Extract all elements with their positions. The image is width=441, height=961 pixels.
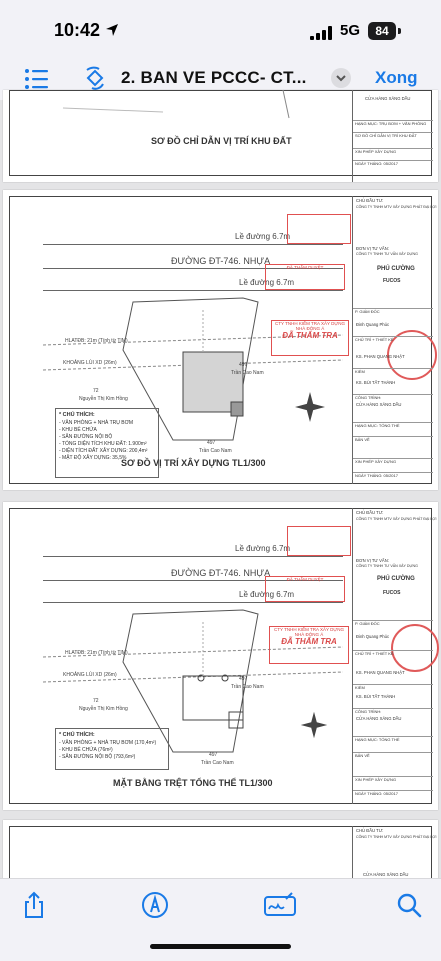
sheet-1-sketch: [43, 90, 293, 130]
tb4-project: CỬA HÀNG XĂNG DẦU: [363, 872, 409, 877]
lot-right-owner: Trần Cao Nam: [231, 684, 264, 690]
lot-left-owner: Nguyễn Thị Kim Hồng: [79, 706, 128, 712]
lot-right-no: 497: [239, 362, 248, 368]
sheet-3-caption: MẶT BẰNG TRỆT TỔNG THỂ TL1/300: [113, 778, 273, 788]
legend-item: - KHU BỂ CHỨA: [59, 427, 97, 433]
tb1-permit: XIN PHÉP XÂY DỰNG: [353, 148, 433, 154]
legend-title: * CHÚ THÍCH:: [59, 412, 95, 418]
inspection-stamp: [269, 626, 349, 664]
north-arrow-icon: [293, 390, 327, 424]
tb-director-name: Đinh Quang Phúc: [356, 634, 390, 639]
legend-title: * CHÚ THÍCH:: [59, 732, 95, 738]
tb-project-name: CỬA HÀNG XĂNG DẦU: [356, 716, 402, 721]
tb-item: HẠNG MỤC: TỔNG THỂ: [353, 422, 433, 428]
location-arrow-icon: [104, 22, 120, 38]
tb-director-name: Đinh Quang Phúc: [356, 322, 390, 327]
tb1-item: HẠNG MỤC: TRỤ BƠM + VĂN PHÒNG: [353, 120, 433, 126]
tb-owner: CÔNG TY TNHH MTV XÂY DỰNG PHÁT ĐẠI LỢI: [356, 205, 437, 209]
rotate-markup-icon[interactable]: [82, 66, 108, 92]
tb-drawing: BẢN VẼ: [353, 436, 433, 442]
signature-icon[interactable]: [264, 891, 296, 919]
lot-bottom-no: 497: [209, 752, 218, 758]
road-mid-label: Lề đường 6.7m: [239, 590, 295, 599]
battery-tip: [398, 28, 401, 34]
tb-check: KIỂM: [353, 368, 433, 374]
lot-left-owner: Nguyễn Thị Kim Hồng: [79, 396, 128, 402]
list-icon[interactable]: [24, 68, 48, 90]
lot-right-owner: Trần Cao Nam: [231, 370, 264, 376]
road-top-label: Lề đường 6.7m: [235, 232, 291, 241]
lot-left-no: 72: [93, 388, 99, 394]
stamp-c-text: CTY TNHH KIỂM TRA XÂY DỰNG NHÀ ĐÔNG Á: [273, 627, 345, 637]
tb-brand: PHÚ CƯỜNG: [377, 576, 415, 582]
approval-stamp-box: [265, 264, 345, 290]
tb-logo: FUCOS: [383, 278, 401, 284]
tb-consult: CÔNG TY TNHH TƯ VẤN XÂY DỰNG: [356, 252, 418, 256]
lot-right-no: 497: [239, 676, 248, 682]
approval-stamp: [287, 214, 351, 244]
approval-stamp-box: [265, 576, 345, 602]
stamp-b-text: ĐÃ THẨM DUYỆT: [286, 265, 324, 270]
tb1-drawing: SƠ ĐỒ CHỈ DẪN VỊ TRÍ KHU ĐẤT: [353, 132, 433, 138]
road-edge-line: [43, 556, 343, 557]
legend-item: - SÂN ĐƯỜNG NỘI BỘ: [59, 434, 113, 440]
battery-icon: [368, 22, 396, 40]
khoang-lui-label: KHOẢNG LÙI XD (26m): [63, 360, 117, 366]
title-block-1: [352, 90, 433, 182]
legend-item: - MẬT ĐỘ XÂY DỰNG: 35,5%: [59, 455, 127, 461]
stamp-c-text: CTY TNHH KIỂM TRA XÂY DỰNG NHÀ ĐÔNG Á: [274, 321, 346, 331]
khoang-lui-label: KHOẢNG LÙI XD (26m): [63, 672, 117, 678]
pdf-viewer[interactable]: [0, 96, 441, 878]
search-icon[interactable]: [395, 891, 423, 919]
home-indicator[interactable]: [150, 944, 291, 949]
lot-left-no: 72: [93, 698, 99, 704]
tb-check-name: KS. BÙI TẤT THÀNH: [356, 380, 396, 385]
tb-check: KIỂM: [353, 684, 433, 690]
tb-check-name: KS. BÙI TẤT THÀNH: [356, 694, 396, 699]
tb-permit: XIN PHÉP XÂY DỰNG: [353, 458, 433, 464]
pdf-page-1: [3, 90, 438, 182]
document-title[interactable]: 2. BAN VE PCCC- CT...: [121, 68, 307, 87]
tb-consult-label: ĐƠN VỊ TƯ VẤN:: [356, 246, 389, 251]
tb-brand: PHÚ CƯỜNG: [377, 266, 415, 272]
stamp-a-text: ĐÃ THẨM TRA: [281, 637, 337, 646]
tb-drawing: BẢN VẼ: [353, 752, 433, 758]
legend-item: - DIỆN TÍCH ĐẤT XÂY DỰNG: 200,4m²: [59, 448, 148, 454]
network-type: 5G: [340, 22, 361, 39]
lot-bottom-owner: Trần Cao Nam: [201, 760, 234, 766]
hlatdb-label: HLATĐB: 21m (Tính từ TIM): [65, 338, 128, 344]
clock: 10:42: [54, 20, 101, 40]
share-icon[interactable]: [20, 891, 48, 919]
stamp-b-text: ĐÃ THẨM DUYỆT: [286, 577, 324, 582]
tb-chutri-name: KS. PHAN QUANG NHẬT: [356, 670, 405, 675]
tb-consult: CÔNG TY TNHH TƯ VẤN XÂY DỰNG: [356, 564, 418, 568]
legend-item: - VĂN PHÒNG + NHÀ TRỤ BƠM: [59, 420, 134, 426]
battery-level: 84: [375, 24, 389, 38]
tb-director: P. GIÁM ĐỐC: [353, 620, 433, 626]
north-arrow-icon: [299, 710, 329, 740]
sheet-2-caption: SƠ ĐỒ VỊ TRÍ XÂY DỰNG TL1/300: [121, 458, 266, 468]
stamp-a-text: ĐÃ THẨM TRA: [282, 331, 338, 340]
lot-bottom-no: 497: [207, 440, 216, 446]
tb-owner: CÔNG TY TNHH MTV XÂY DỰNG PHÁT ĐẠI LỢI: [356, 517, 437, 521]
tb-permit: XIN PHÉP XÂY DỰNG: [353, 776, 433, 782]
road-mid-label: Lề đường 6.7m: [239, 278, 295, 287]
title-block-3: [352, 508, 437, 804]
tb1-project: CỬA HÀNG XĂNG DẦU: [365, 96, 411, 101]
inspection-stamp: [271, 320, 349, 356]
road-top-label: Lề đường 6.7m: [235, 544, 291, 553]
sheet-1-caption: SƠ ĐỒ CHỈ DẪN VỊ TRÍ KHU ĐẤT: [151, 136, 292, 146]
tb-date: NGÀY THÁNG: 05/2017: [353, 472, 433, 478]
done-button[interactable]: Xong: [375, 68, 418, 87]
legend-item: - SÂN ĐƯỜNG NỘI BỘ (793,6m²): [59, 754, 136, 760]
approval-stamp: [287, 526, 351, 556]
legend-item: - TỔNG DIỆN TÍCH KHU ĐẤT: 1.900m²: [59, 441, 147, 447]
tb-owner-label: CHỦ ĐẦU TƯ:: [356, 828, 384, 833]
road-name-label: ĐƯỜNG ĐT-746. NHỰA: [171, 256, 271, 266]
markup-pen-icon[interactable]: [141, 891, 169, 919]
tb-project-name: CỬA HÀNG XĂNG DẦU: [356, 402, 402, 407]
lot-bottom-owner: Trần Cao Nam: [199, 448, 232, 454]
status-bar: [0, 0, 441, 60]
tb-chutri-name: KS. PHAN QUANG NHẬT: [356, 354, 405, 359]
tb-owner-label: CHỦ ĐẦU TƯ:: [356, 510, 384, 515]
tb-logo: FUCOS: [383, 590, 401, 596]
road-name-label: ĐƯỜNG ĐT-746. NHỰA: [171, 568, 271, 578]
tb1-date: NGÀY THÁNG: 05/2017: [353, 160, 433, 166]
chevron-down-icon[interactable]: [331, 68, 351, 88]
legend-item: - VĂN PHÒNG + NHÀ TRỤ BƠM (170,4m²): [59, 740, 157, 746]
tb-item: HẠNG MỤC: TỔNG THỂ: [353, 736, 433, 742]
pdf-page-2: [3, 190, 438, 490]
tb-project: CÔNG TRÌNH:: [353, 394, 433, 400]
legend-item: - KHU BỂ CHỨA (76m²): [59, 747, 113, 753]
tb-owner-label: CHỦ ĐẦU TƯ:: [356, 198, 384, 203]
cellular-signal-icon: [310, 26, 334, 40]
tb-date: NGÀY THÁNG: 05/2017: [353, 790, 433, 796]
road-edge-line: [43, 244, 343, 245]
tb-chutri: CHỦ TRÌ + THIẾT KẾ: [353, 650, 433, 656]
tb-director: P. GIÁM ĐỐC: [353, 308, 433, 314]
tb-project: CÔNG TRÌNH:: [353, 708, 433, 714]
title-block-2: [352, 196, 437, 484]
tb4-owner: CÔNG TY TNHH MTV XÂY DỰNG PHÁT ĐẠI LỢI: [356, 835, 437, 839]
tb-chutri: CHỦ TRÌ + THIẾT KẾ: [353, 336, 433, 342]
tb-consult-label: ĐƠN VỊ TƯ VẤN:: [356, 558, 389, 563]
hlatdb-label: HLATĐB: 21m (Tính từ TIM): [65, 650, 128, 656]
pdf-page-3: [3, 502, 438, 810]
legend-3: [55, 728, 169, 770]
